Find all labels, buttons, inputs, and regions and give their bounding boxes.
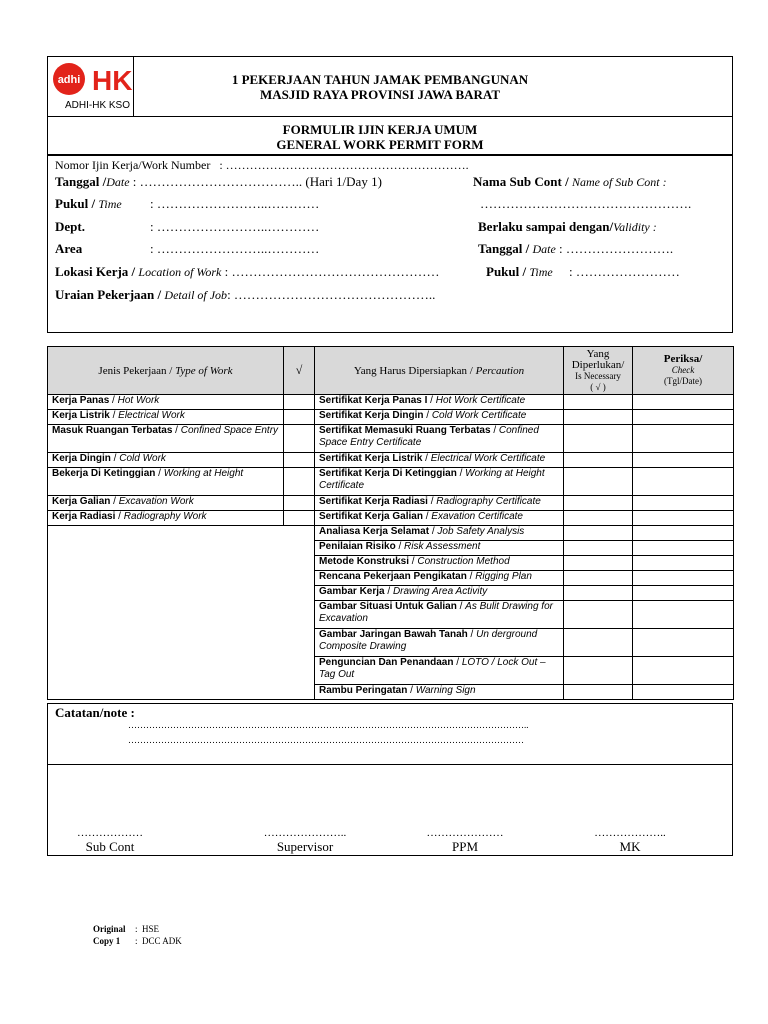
table-row	[48, 410, 734, 425]
work-type-cell: Kerja Radiasi / Radiography Work	[48, 511, 284, 526]
empty-work-type-cell	[48, 526, 315, 700]
necessary-check-cell[interactable]	[564, 410, 633, 425]
work-type-cell: Kerja Galian / Excavation Work	[48, 496, 284, 511]
necessary-check-cell[interactable]	[564, 629, 633, 657]
percaution-cell: Sertifikat Kerja Dingin / Cold Work Certificate	[315, 410, 564, 425]
title-divider	[48, 155, 732, 156]
validity-field[interactable]: Berlaku sampai dengan/Validity :	[478, 219, 657, 234]
table-row	[48, 453, 734, 468]
signature-mk[interactable]: ……………….. MK	[594, 827, 666, 854]
svg-text:HK: HK	[92, 65, 133, 96]
distribution-list	[93, 923, 182, 947]
table-row	[48, 526, 734, 541]
work-number-field[interactable]: Nomor Ijin Kerja/Work Number : …………………………………………………….	[55, 158, 469, 172]
col-type-of-work: Jenis Pekerjaan / Type of Work	[48, 347, 284, 395]
work-type-cell: Kerja Dingin / Cold Work	[48, 453, 284, 468]
check-date-cell[interactable]	[633, 468, 734, 496]
notes-line-1[interactable]: ……………………………………………………………………………………………………………………..	[128, 720, 529, 730]
percaution-cell: Analiasa Kerja Selamat / Job Safety Analysis	[315, 526, 564, 541]
check-date-cell[interactable]	[633, 541, 734, 556]
work-type-check-cell[interactable]	[284, 395, 315, 410]
percaution-cell: Gambar Situasi Untuk Galian / As Bulit Drawing for Excavation	[315, 601, 564, 629]
percaution-cell: Penilaian Risiko / Risk Assessment	[315, 541, 564, 556]
work-type-check-cell[interactable]	[284, 410, 315, 425]
work-type-check-cell[interactable]	[284, 468, 315, 496]
work-type-table	[47, 346, 734, 700]
necessary-check-cell[interactable]	[564, 496, 633, 511]
check-date-cell[interactable]	[633, 511, 734, 526]
table-row	[48, 425, 734, 453]
check-date-cell[interactable]	[633, 526, 734, 541]
check-date-cell[interactable]	[633, 453, 734, 468]
check-date-cell[interactable]	[633, 425, 734, 453]
check-date-cell[interactable]	[633, 571, 734, 586]
subcont-value[interactable]: ………………………………………….	[480, 196, 692, 211]
table-row	[48, 395, 734, 410]
job-detail-field[interactable]: Uraian Pekerjaan / Detail of Job: ………………………………………..	[55, 287, 436, 302]
necessary-check-cell[interactable]	[564, 586, 633, 601]
form-title: FORMULIR IJIN KERJA UMUM GENERAL WORK PERMIT FORM	[276, 122, 484, 152]
time-to-field[interactable]: Pukul / Time : ……………………	[486, 264, 680, 279]
necessary-check-cell[interactable]	[564, 685, 633, 700]
table-row	[48, 511, 734, 526]
table-row	[48, 468, 734, 496]
check-date-cell[interactable]	[633, 601, 734, 629]
percaution-cell: Penguncian Dan Penandaan / LOTO / Lock Out – Tag Out	[315, 657, 564, 685]
work-type-cell: Kerja Listrik / Electrical Work	[48, 410, 284, 425]
work-type-check-cell[interactable]	[284, 425, 315, 453]
check-date-cell[interactable]	[633, 556, 734, 571]
percaution-cell: Sertifikat Memasuki Ruang Terbatas / Confined Space Entry Certificate	[315, 425, 564, 453]
percaution-cell: Rencana Pekerjaan Pengikatan / Rigging Plan	[315, 571, 564, 586]
check-date-cell[interactable]	[633, 496, 734, 511]
fields-divider	[47, 154, 733, 155]
signature-subcont[interactable]: ……………… Sub Cont	[77, 827, 143, 854]
necessary-check-cell[interactable]	[564, 395, 633, 410]
dept-field[interactable]: Dept.	[55, 219, 85, 234]
percaution-cell: Gambar Jaringan Bawah Tanah / Un derground Composite Drawing	[315, 629, 564, 657]
work-type-cell: Bekerja Di Ketinggian / Working at Height	[48, 468, 284, 496]
time-field[interactable]: Pukul / Time	[55, 196, 122, 211]
validity-date-field[interactable]: Tanggal / Date : …………………….	[478, 241, 674, 256]
necessary-check-cell[interactable]	[564, 657, 633, 685]
work-type-cell: Kerja Panas / Hot Work	[48, 395, 284, 410]
time-value[interactable]: : ……………………..…………	[150, 196, 320, 211]
necessary-check-cell[interactable]	[564, 511, 633, 526]
signature-supervisor[interactable]: ………………….. Supervisor	[263, 827, 347, 854]
percaution-cell: Gambar Kerja / Drawing Area Activity	[315, 586, 564, 601]
check-date-cell[interactable]	[633, 395, 734, 410]
check-date-cell[interactable]	[633, 410, 734, 425]
necessary-check-cell[interactable]	[564, 526, 633, 541]
check-date-cell[interactable]	[633, 685, 734, 700]
work-type-cell: Masuk Ruangan Terbatas / Confined Space Entry	[48, 425, 284, 453]
col-check-date: Periksa/ Check (Tgl/Date)	[633, 347, 734, 395]
notes-section	[47, 703, 733, 765]
signature-ppm[interactable]: ………………… PPM	[426, 827, 504, 854]
percaution-cell: Sertifikat Kerja Di Ketinggian / Working at Height Certificate	[315, 468, 564, 496]
table-header-row	[48, 347, 734, 395]
distribution-copy1: Copy 1 : DCC ADK	[93, 936, 182, 946]
col-is-necessary: Yang Diperlukan/ Is Necessary ( √ )	[564, 347, 633, 395]
percaution-cell: Sertifikat Kerja Radiasi / Radiography Certificate	[315, 496, 564, 511]
percaution-cell: Metode Konstruksi / Construction Method	[315, 556, 564, 571]
percaution-cell: Sertifikat Kerja Galian / Exavation Certificate	[315, 511, 564, 526]
percaution-cell: Rambu Peringatan / Warning Sign	[315, 685, 564, 700]
area-field[interactable]: Area	[55, 241, 83, 256]
notes-label: Catatan/note :	[55, 705, 135, 720]
work-type-check-cell[interactable]	[284, 453, 315, 468]
check-date-cell[interactable]	[633, 586, 734, 601]
col-percaution: Yang Harus Dipersiapkan / Percaution	[315, 347, 564, 395]
necessary-check-cell[interactable]	[564, 601, 633, 629]
necessary-check-cell[interactable]	[564, 571, 633, 586]
check-date-cell[interactable]	[633, 657, 734, 685]
company-logo	[52, 62, 132, 98]
location-field[interactable]: Lokasi Kerja / Location of Work : …………………………………………	[55, 264, 440, 279]
necessary-check-cell[interactable]	[564, 425, 633, 453]
necessary-check-cell[interactable]	[564, 556, 633, 571]
company-name: ADHI-HK KSO	[65, 100, 131, 111]
header-divider	[48, 116, 732, 117]
necessary-check-cell[interactable]	[564, 541, 633, 556]
subcont-field-label: Nama Sub Cont / Name of Sub Cont :	[473, 174, 667, 189]
percaution-cell: Sertifikat Kerja Panas I / Hot Work Certificate	[315, 395, 564, 410]
area-value[interactable]: : ……………………..…………	[150, 241, 320, 256]
svg-text:adhi: adhi	[57, 74, 81, 86]
distribution-original: Original : HSE	[93, 924, 160, 934]
check-date-cell[interactable]	[633, 629, 734, 657]
dept-value[interactable]: : ……………………..…………	[150, 219, 320, 234]
percaution-cell: Sertifikat Kerja Listrik / Electrical Work Certificate	[315, 453, 564, 468]
adhi-hk-logo-icon	[52, 62, 152, 98]
necessary-check-cell[interactable]	[564, 453, 633, 468]
date-field[interactable]: Tanggal /Date : ……………………………….. (Hari 1/Day 1)	[55, 174, 382, 189]
work-type-check-cell[interactable]	[284, 511, 315, 526]
work-type-check-cell[interactable]	[284, 496, 315, 511]
necessary-check-cell[interactable]	[564, 468, 633, 496]
table-row	[48, 496, 734, 511]
notes-line-2[interactable]: ……………………………………………………………………………………………………………………	[128, 735, 524, 745]
project-title: 1 PEKERJAAN TAHUN JAMAK PEMBANGUNAN MASJID RAYA PROVINSI JAWA BARAT	[231, 72, 529, 102]
col-check-mark: √	[284, 347, 315, 395]
